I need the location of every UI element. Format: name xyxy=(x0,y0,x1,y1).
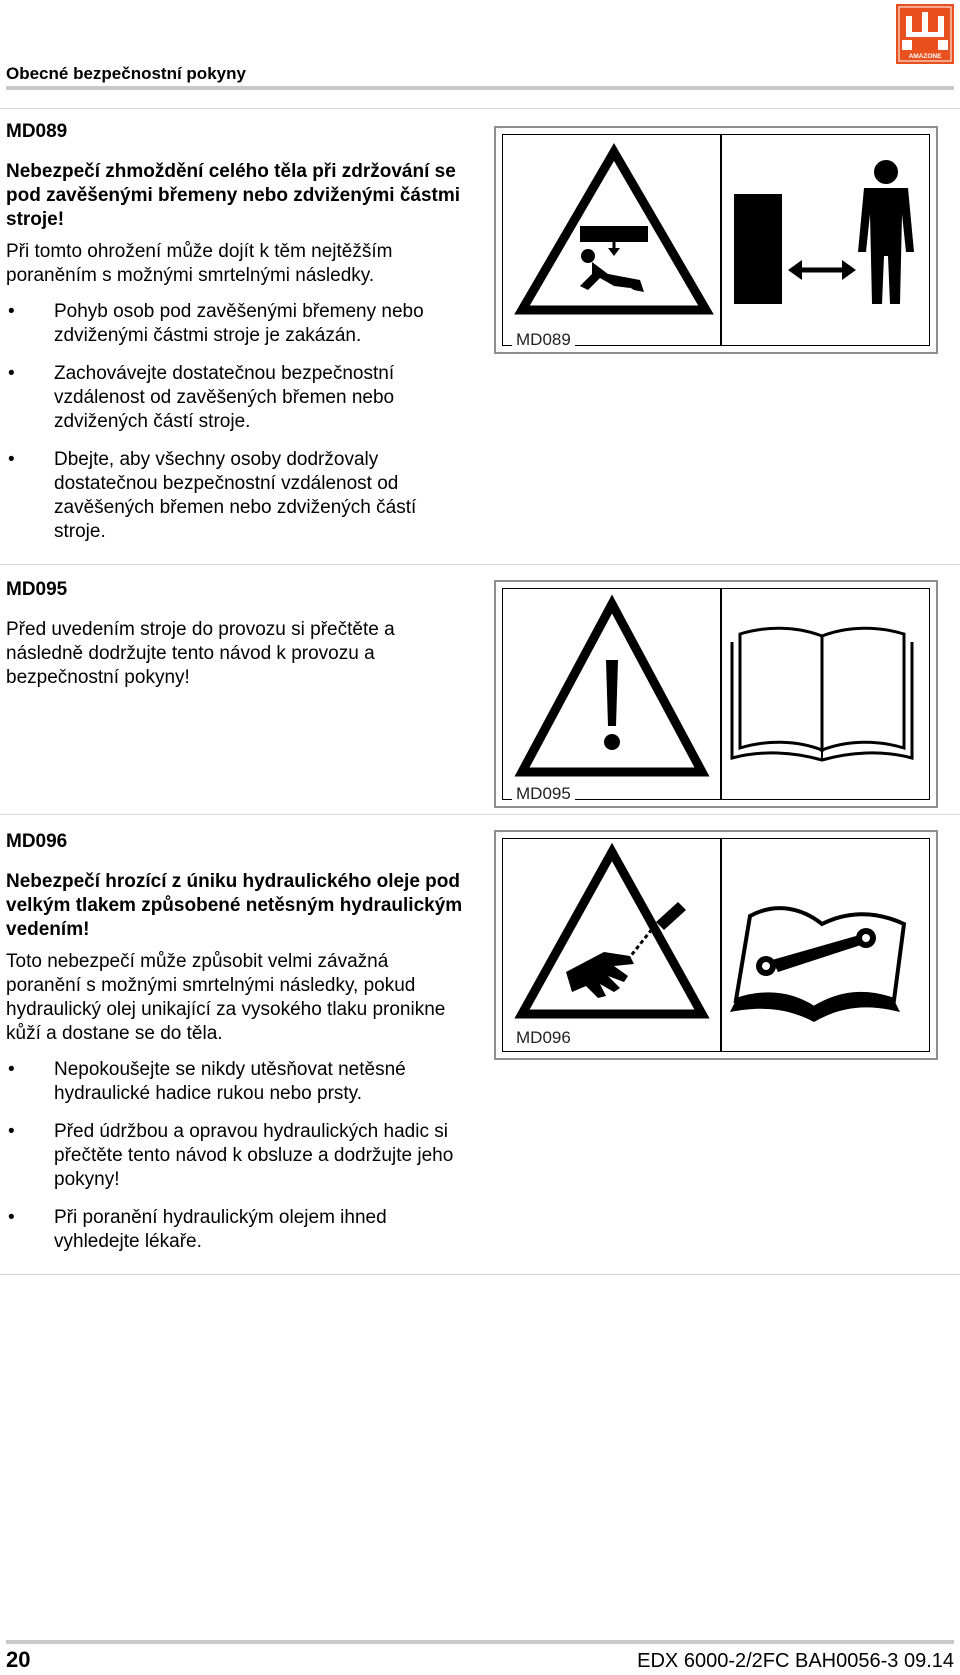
section-md095 xyxy=(6,578,468,702)
section-title: Nebezpečí zhmoždění celého těla při zdržování se pod zavěšenými břemeny nebo zdviženými částmi stroje! xyxy=(6,161,461,230)
list-item: • Nepokoušejte se nikdy utěsňovat netěsné hydraulické hadice rukou nebo prsty. xyxy=(8,1059,406,1104)
footer-rule xyxy=(6,1640,954,1644)
page-number: 20 xyxy=(6,1647,31,1672)
bullet-icon: • xyxy=(8,1121,15,1142)
amazone-logo xyxy=(896,4,954,64)
list-item: • Dbejte, aby všechny osoby dodržovaly dostatečnou bezpečnostní vzdálenost od zavěšených břemen nebo zdvižených částí stroje. xyxy=(8,449,417,542)
section-divider xyxy=(0,814,960,815)
safety-sign-md095 xyxy=(494,580,938,808)
sign-code-label: MD089 xyxy=(512,330,575,350)
list-item: • Při poranění hydraulickým olejem ihned vyhledejte lékaře. xyxy=(8,1207,387,1252)
page-header-title: Obecné bezpečnostní pokyny xyxy=(6,64,246,83)
sign-code-label: MD096 xyxy=(512,1028,575,1048)
safety-sign-md089 xyxy=(494,126,938,354)
bullet-icon: • xyxy=(8,1207,15,1228)
bullet-list xyxy=(6,300,468,544)
bullet-icon: • xyxy=(8,363,15,384)
safe-distance-person-icon xyxy=(496,128,940,356)
section-code: MD089 xyxy=(6,121,68,142)
document-id: EDX 6000-2/2FC BAH0056-3 09.14 xyxy=(637,1650,954,1672)
list-item: • Před údržbou a opravou hydraulických hadic si přečtěte tento návod k obsluze a dodržujte jeho pokyny! xyxy=(8,1121,454,1190)
logo-text: AMAZONE xyxy=(908,53,942,60)
section-text: Před uvedením stroje do provozu si přečtěte a následně dodržujte tento návod k provozu a bezpečnostní pokyny! xyxy=(6,619,395,688)
list-item: • Zachovávejte dostatečnou bezpečnostní vzdálenost od zavěšených břemen nebo zdvižených částí stroje. xyxy=(8,363,395,432)
section-divider xyxy=(0,564,960,565)
section-md096 xyxy=(6,830,468,1268)
section-text: Toto nebezpečí může způsobit velmi závažná poranění s možnými smrtelnými následky, pokud hydraulický olej unikající za vysokého tlaku pronikne kůží a dostane se do těla. xyxy=(6,951,446,1044)
section-code: MD095 xyxy=(6,579,68,600)
list-item: • Pohyb osob pod zavěšenými břemeny nebo zdviženými částmi stroje je zakázán. xyxy=(8,301,424,346)
bullet-list xyxy=(6,1058,468,1254)
safety-sign-md096 xyxy=(494,830,938,1060)
section-text: Při tomto ohrožení může dojít k těm nejtěžším poraněním s možnými smrtelnými následky. xyxy=(6,241,393,286)
bullet-icon: • xyxy=(8,1059,15,1080)
open-manual-icon xyxy=(496,582,940,810)
section-divider xyxy=(0,1274,960,1275)
section-title: Nebezpečí hrozící z úniku hydraulického oleje pod velkým tlakem způsobené netěsným hydraulickým vedením! xyxy=(6,871,463,940)
bullet-icon: • xyxy=(8,301,15,322)
section-code: MD096 xyxy=(6,831,68,852)
amazone-logo-icon xyxy=(896,4,954,64)
header-rule xyxy=(6,86,954,90)
section-md089 xyxy=(6,120,468,558)
section-divider xyxy=(0,108,960,109)
bullet-icon: • xyxy=(8,449,15,470)
sign-code-label: MD095 xyxy=(512,784,575,804)
